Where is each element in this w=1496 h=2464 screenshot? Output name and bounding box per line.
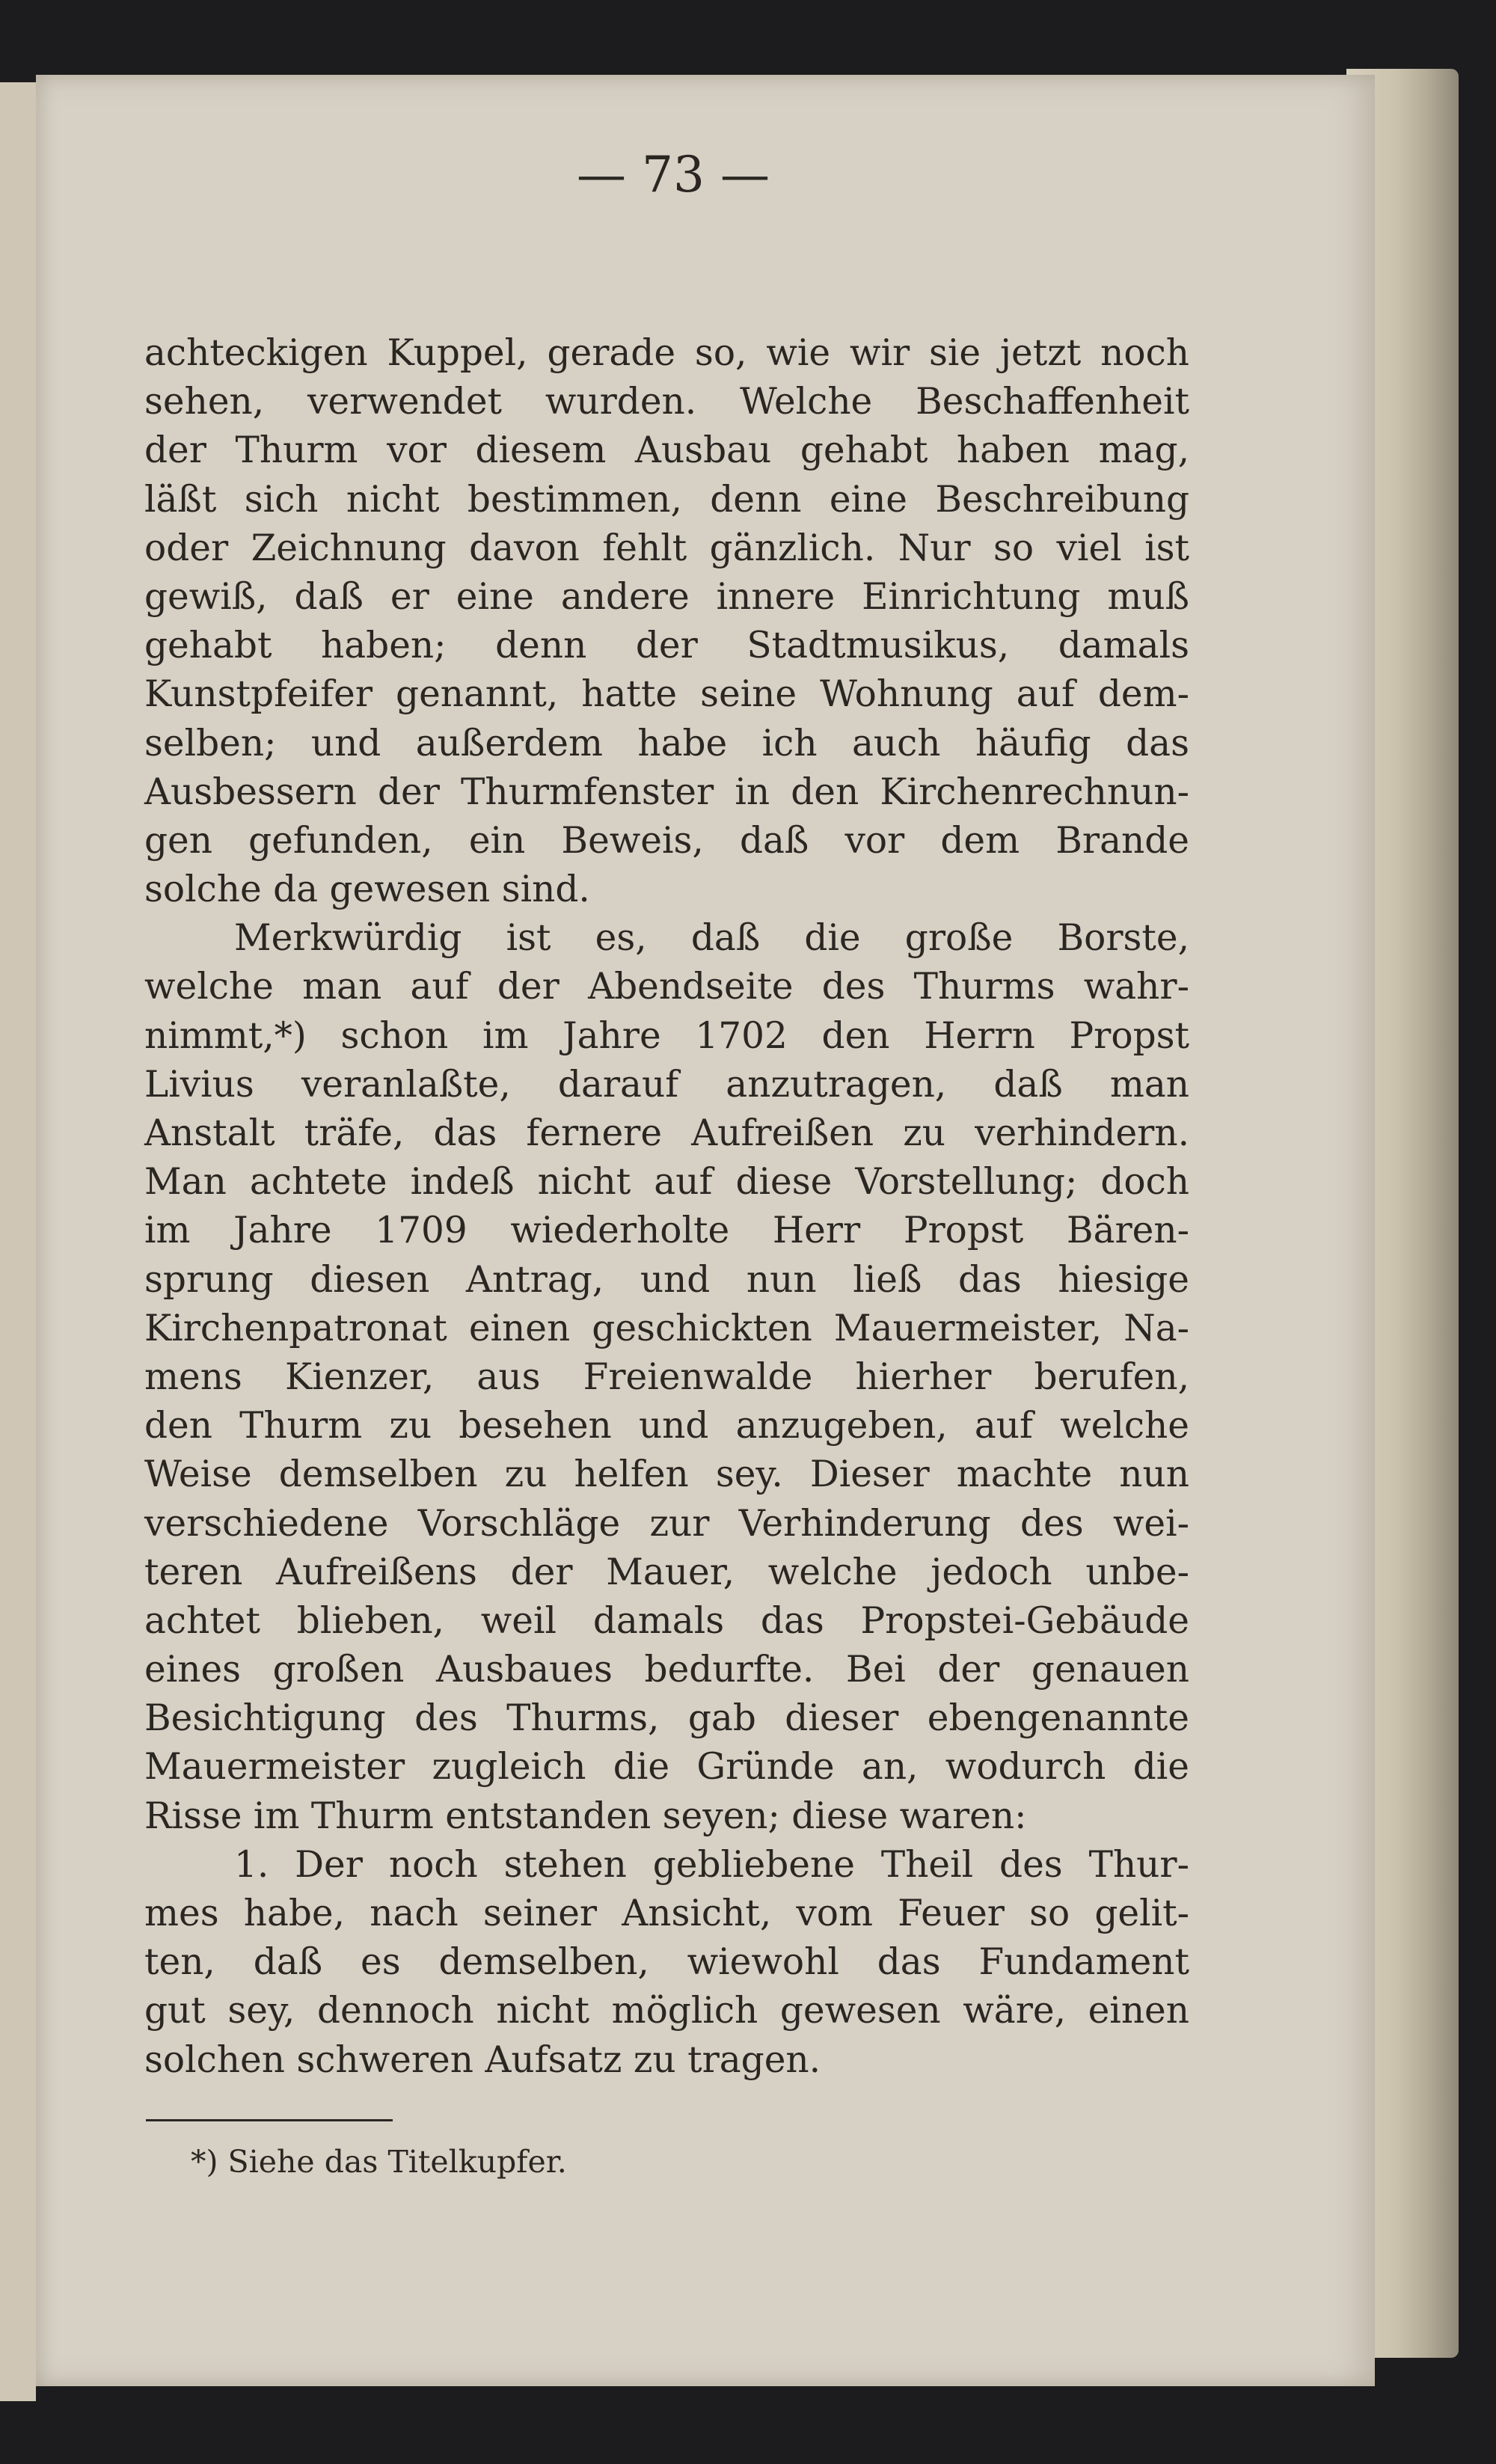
- text-line: gehabt haben; denn der Stadtmusikus, damals: [144, 625, 1189, 667]
- text-line: gut sey, dennoch nicht möglich gewesen wäre, einen: [144, 1990, 1189, 2032]
- text-line: gen gefunden, ein Beweis, daß vor dem Brande: [144, 819, 1189, 862]
- text-line: sprung diesen Antrag, und nun ließ das hiesige: [144, 1258, 1189, 1301]
- text-line: achteckigen Kuppel, gerade so, wie wir sie jetzt noch: [144, 332, 1189, 374]
- body-text: [144, 329, 1189, 2085]
- text-line: im Jahre 1709 wiederholte Herr Propst Bären-: [144, 1210, 1189, 1252]
- footnote: *) Siehe das Titelkupfer.: [191, 2144, 567, 2180]
- text-line: selben; und außerdem habe ich auch häufig das: [144, 722, 1189, 764]
- text-line: nimmt,*) schon im Jahre 1702 den Herrn Propst: [144, 1014, 1189, 1057]
- text-line: Kunstpfeifer genannt, hatte seine Wohnung auf dem-: [144, 673, 1189, 716]
- text-line: gewiß, daß er eine andere innere Einrichtung muß: [144, 575, 1189, 618]
- page-number: — 73 —: [577, 146, 770, 203]
- text-line: Merkwürdig ist es, daß die große Borste,: [234, 917, 1189, 960]
- text-line: läßt sich nicht bestimmen, denn eine Beschreibung: [144, 478, 1189, 521]
- text-line: Mauermeister zugleich die Gründe an, wodurch die: [144, 1746, 1189, 1789]
- text-line: verschiedene Vorschläge zur Verhinderung des wei-: [144, 1502, 1189, 1545]
- text-line: Anstalt träfe, das fernere Aufreißen zu verhindern.: [144, 1112, 1189, 1154]
- text-line: der Thurm vor diesem Ausbau gehabt haben mag,: [144, 429, 1189, 472]
- facing-page-edge: [0, 82, 36, 2401]
- footnote-rule: [146, 2119, 393, 2121]
- text-line: solche da gewesen sind.: [144, 868, 590, 911]
- text-line: Ausbessern der Thurmfenster in den Kirchenrechnun-: [144, 770, 1189, 813]
- text-line: teren Aufreißens der Mauer, welche jedoch unbe-: [144, 1551, 1189, 1593]
- text-line: Livius veranlaßte, darauf anzutragen, daß man: [144, 1063, 1189, 1106]
- text-line: sehen, verwendet wurden. Welche Beschaffenheit: [144, 381, 1189, 423]
- text-line: 1. Der noch stehen gebliebene Theil des Thur-: [234, 1843, 1189, 1886]
- text-line: Besichtigung des Thurms, gab dieser ebengenannte: [144, 1697, 1189, 1740]
- text-line: Man achtete indeß nicht auf diese Vorstellung; doch: [144, 1161, 1189, 1204]
- text-line: Kirchenpatronat einen geschickten Mauermeister, Na-: [144, 1307, 1189, 1349]
- text-line: den Thurm zu besehen und anzugeben, auf welche: [144, 1405, 1189, 1447]
- text-line: ten, daß es demselben, wiewohl das Fundament: [144, 1941, 1189, 1984]
- text-line: welche man auf der Abendseite des Thurms wahr-: [144, 966, 1189, 1008]
- text-line: mens Kienzer, aus Freienwalde hierher berufen,: [144, 1355, 1189, 1398]
- text-line: mes habe, nach seiner Ansicht, vom Feuer so gelit-: [144, 1893, 1189, 1934]
- text-line: oder Zeichnung davon fehlt gänzlich. Nur so viel ist: [144, 527, 1189, 569]
- text-line: Risse im Thurm entstanden seyen; diese waren:: [144, 1795, 1027, 1837]
- text-line: eines großen Ausbaues bedurfte. Bei der genauen: [144, 1649, 1189, 1691]
- text-line: achtet blieben, weil damals das Propstei-Gebäude: [144, 1599, 1189, 1642]
- text-line: solchen schweren Aufsatz zu tragen.: [144, 2038, 821, 2081]
- text-line: Weise demselben zu helfen sey. Dieser machte nun: [144, 1453, 1189, 1496]
